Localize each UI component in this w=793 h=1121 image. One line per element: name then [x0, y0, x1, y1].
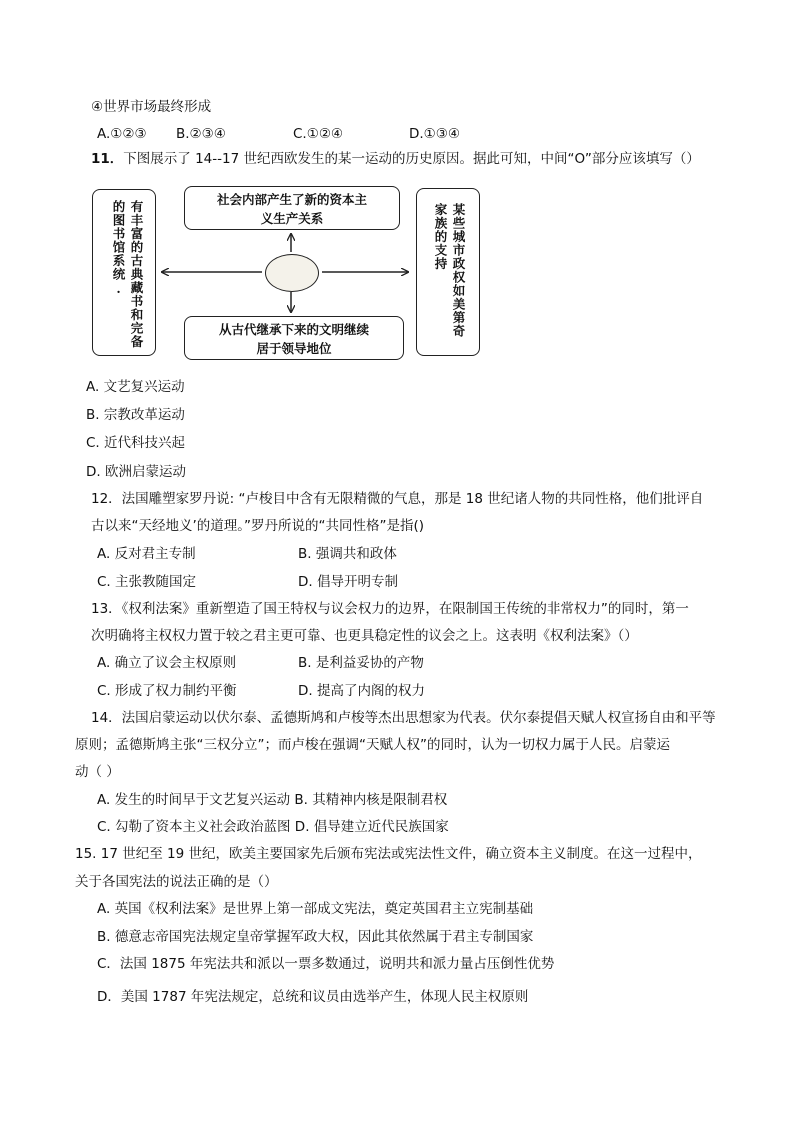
q13-stem-line1: 13．《权利法案》重新塑造了国王特权与议会权力的边界，在限制国王传统的非常权力”的同时，第一: [91, 601, 689, 617]
q13-option-a: A. 确立了议会主权原则: [97, 655, 237, 671]
q13-option-b: B. 是利益妥协的产物: [298, 655, 424, 671]
diagram-box-right-text: 某些城市政权如美第奇家族的支持: [433, 203, 466, 338]
q11-option-b: B. 宗教改革运动: [86, 407, 185, 423]
diagram-box-right: [416, 188, 480, 356]
diagram-box-bottom-line1: 从古代继承下来的文明继续: [218, 322, 369, 337]
q10-option-b: B.②③④: [176, 126, 226, 142]
q11-option-c: C. 近代科技兴起: [86, 435, 186, 451]
q13-stem-line2: 次明确将主权权力置于较之君主更可靠、也更具稳定性的议会之上。这表明《权利法案》（）: [91, 628, 638, 644]
q11-stem: [91, 150, 700, 168]
q14-stem-line3: 动（ ）: [75, 764, 120, 780]
q10-item-4: ④世界市场最终形成: [91, 99, 212, 115]
q11-option-d: D. 欧洲启蒙运动: [86, 464, 186, 480]
diagram-box-top-line2: 义生产关系: [260, 211, 324, 226]
q10-option-d: D.①③④: [409, 126, 460, 142]
q10-option-a: A.①②③: [97, 126, 147, 142]
q14-stem-line1: 14．法国启蒙运动以伏尔泰、孟德斯鸠和卢梭等杰出思想家为代表。伏尔泰提倡天赋人权宣扬自由和平等: [91, 710, 716, 726]
q12-stem-line1: 12．法国雕塑家罗丹说: “卢梭目中含有无限精微的气息，那是 18 世纪诸人物的共同性格，他们批评自: [91, 491, 704, 507]
q13-option-c: C. 形成了权力制约平衡: [97, 683, 237, 699]
diagram-box-top-line1: 社会内部产生了新的资本主: [216, 192, 367, 207]
q15-option-c: C．法国 1875 年宪法共和派以一票多数通过，说明共和派力量占压倒性优势: [97, 956, 555, 972]
q15-stem-line1: 15. 17 世纪至 19 世纪，欧美主要国家先后颁布宪法或宪法性文件，确立资本主义制度。在这一过程中，: [75, 846, 702, 862]
q11-stem-text: 下图展示了 14--17 世纪西欧发生的某一运动的历史原因。据此可知，中间“O”部分应该填写（）: [123, 151, 700, 167]
q15-stem-line2: 关于各国宪法的说法正确的是（）: [75, 874, 278, 890]
q14-options-row2: C. 勾勒了资本主义社会政治蓝图 D. 倡导建立近代民族国家: [97, 819, 449, 835]
q15-option-d: D．美国 1787 年宪法规定，总统和议员由选举产生，体现人民主权原则: [97, 989, 529, 1005]
q15-option-a: A. 英国《权利法案》是世界上第一部成文宪法，奠定英国君主立宪制基础: [97, 901, 534, 917]
q13-option-d: D. 提高了内阁的权力: [298, 683, 425, 699]
q12-option-d: D. 倡导开明专制: [298, 574, 398, 590]
q14-options-row1: A. 发生的时间早于文艺复兴运动 B. 其精神内核是限制君权: [97, 792, 448, 808]
q12-option-b: B. 强调共和政体: [298, 546, 397, 562]
diagram-center-ellipse: [265, 254, 319, 292]
diagram-box-bottom: [184, 316, 404, 360]
q14-stem-line2: 原则；孟德斯鸠主张“三权分立”；而卢梭在强调“天赋人权”的同时，认为一切权力属于人民。启蒙运: [75, 737, 670, 753]
q12-option-a: A. 反对君主专制: [97, 546, 196, 562]
q12-option-c: C. 主张教随国定: [97, 574, 197, 590]
q10-option-c: C.①②④: [293, 126, 344, 142]
diagram-box-top: [184, 186, 400, 230]
diagram-box-left: [92, 189, 156, 356]
q12-stem-line2: 古以来“天经地义’的道理。”罗丹所说的“共同性格”是指(): [91, 518, 425, 534]
q11-number: 11．: [91, 151, 124, 167]
q11-option-a: A. 文艺复兴运动: [86, 379, 185, 395]
diagram-box-bottom-line2: 居于领导地位: [256, 341, 332, 356]
diagram-box-left-text: 有丰富的古典藏书和完备的图书馆系统.: [111, 200, 144, 349]
q11-diagram: [90, 186, 482, 358]
q15-option-b: B. 德意志帝国宪法规定皇帝掌握军政大权，因此其依然属于君主专制国家: [97, 929, 534, 945]
